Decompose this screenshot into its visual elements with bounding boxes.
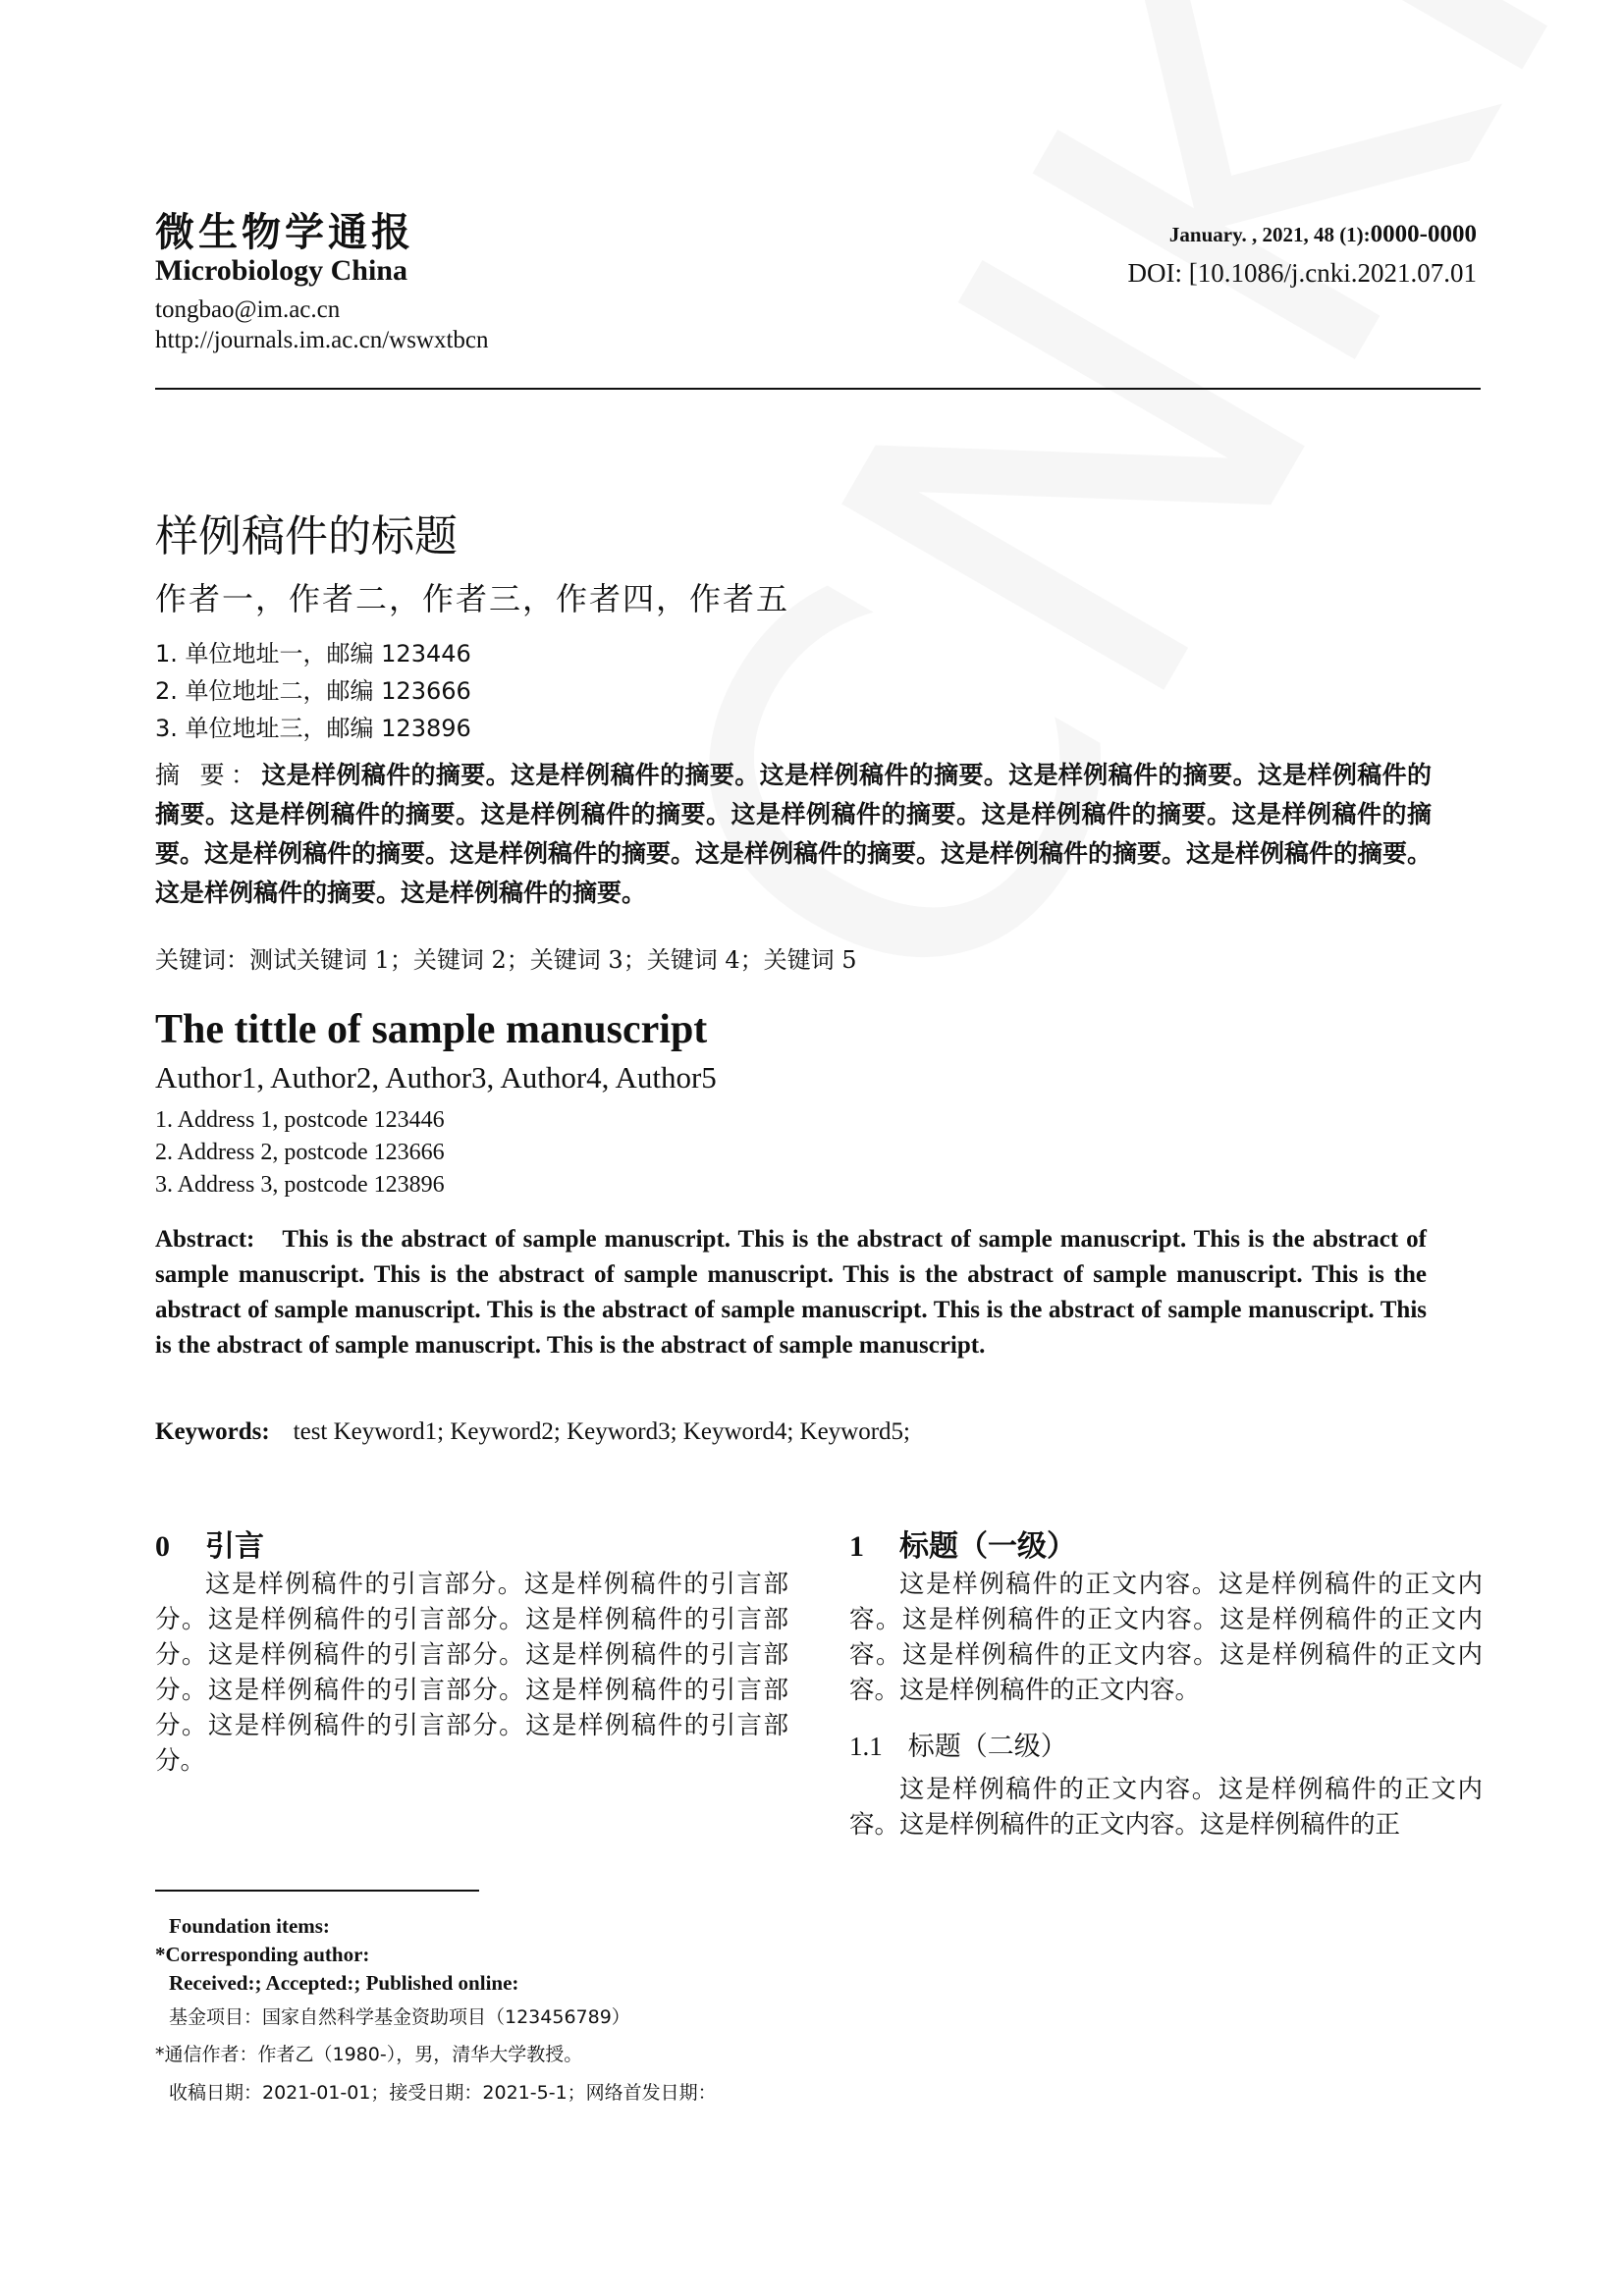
header-rule <box>155 388 1481 390</box>
keywords-cn <box>155 940 857 975</box>
subsection-number: 1.1 <box>849 1732 883 1761</box>
issue-pages: 0000-0000 <box>1370 221 1477 247</box>
section-number: 1 <box>849 1530 864 1563</box>
body-paragraph-2: 这是样例稿件的正文内容。这是样例稿件的正文内容。这是样例稿件的正文内容。这是样例稿件的正 <box>849 1775 1483 1840</box>
address-en-3: 3. Address 3, postcode 123896 <box>155 1172 445 1198</box>
keywords-en-label: Keywords: <box>155 1418 270 1445</box>
body-paragraph-1: 这是样例稿件的正文内容。这是样例稿件的正文内容。这是样例稿件的正文内容。这是样例稿件的正文内容。这是样例稿件的正文内容。这是样例稿件的正文内容。这是样例稿件的正文内容。 <box>849 1570 1483 1705</box>
address-cn-3: 3. 单位地址三，邮编 123896 <box>155 715 471 742</box>
section-title: 标题（一级） <box>899 1529 1076 1564</box>
abstract-en <box>155 1222 1427 1363</box>
journal-url[interactable]: http://journals.im.ac.cn/wswxtbcn <box>155 327 489 353</box>
section-1-heading <box>849 1522 1076 1565</box>
corresponding-cn: *通信作者：作者乙（1980-），男，清华大学教授。 <box>155 2044 583 2065</box>
abstract-en-text: This is the abstract of sample manuscript. This is the abstract of sample manuscript. This is the abstract of sample manuscript. This is the abstract of sample manuscript. This is the abstract of sample manuscript. This is the abstract of sample manuscript. This is the abstract of sample manuscript. This is the abstract of sample manuscript. This is the abstract of sample manuscript. This is the abstract of sample manuscript. <box>155 1226 1427 1359</box>
foundation-items: Foundation items: <box>169 1914 330 1938</box>
authors-cn: 作者一，作者二，作者三，作者四，作者五 <box>155 580 790 617</box>
subsection-1-1-heading <box>849 1725 1067 1763</box>
journal-name-en: Microbiology China <box>155 254 407 287</box>
address-cn-2: 2. 单位地址二，邮编 123666 <box>155 677 471 705</box>
watermark <box>550 0 1624 1102</box>
subsection-title: 标题（二级） <box>907 1732 1067 1762</box>
dates-cn: 收稿日期：2021-01-01；接受日期：2021-5-1；网络首发日期： <box>169 2082 717 2104</box>
section-title: 引言 <box>205 1529 264 1564</box>
address-en-2: 2. Address 2, postcode 123666 <box>155 1140 445 1165</box>
paper-title-en: The tittle of sample manuscript <box>155 1007 708 1052</box>
section-number: 0 <box>155 1530 170 1563</box>
address-cn-1: 1. 单位地址一，邮编 123446 <box>155 640 471 667</box>
journal-name-cn: 微生物学通报 <box>155 209 414 255</box>
abstract-cn-text: 这是样例稿件的摘要。这是样例稿件的摘要。这是样例稿件的摘要。这是样例稿件的摘要。这是样例稿件的摘要。这是样例稿件的摘要。这是样例稿件的摘要。这是样例稿件的摘要。这是样例稿件的摘要。这是样例稿件的摘要。这是样例稿件的摘要。这是样例稿件的摘要。这是样例稿件的摘要。这是样例稿件的摘要。这是样例稿件的摘要。这是样例稿件的摘要。这是样例稿件的摘要。 <box>155 761 1433 907</box>
intro-paragraph: 这是样例稿件的引言部分。这是样例稿件的引言部分。这是样例稿件的引言部分。这是样例稿件的引言部分。这是样例稿件的引言部分。这是样例稿件的引言部分。这是样例稿件的引言部分。这是样例稿件的引言部分。这是样例稿件的引言部分。这是样例稿件的引言部分。 <box>155 1570 788 1776</box>
fund-cn: 基金项目：国家自然科学基金资助项目（123456789） <box>169 2006 630 2028</box>
corresponding-author: *Corresponding author: <box>155 1943 370 1966</box>
abstract-en-label: Abstract: <box>155 1226 255 1253</box>
keywords-cn-label: 关键词： <box>155 946 249 974</box>
abstract-cn-label: 摘 要： <box>155 761 262 789</box>
paper-title-cn: 样例稿件的标题 <box>155 511 458 561</box>
doi: DOI: [10.1086/j.cnki.2021.07.01 <box>1127 258 1477 288</box>
issue-date-volume: January. , 2021, 48 (1): <box>1168 223 1371 246</box>
issue-info <box>1169 221 1477 248</box>
keywords-en-text: test Keyword1; Keyword2; Keyword3; Keyword4; Keyword5; <box>293 1418 911 1445</box>
section-0-heading <box>155 1522 264 1565</box>
journal-email[interactable]: tongbao@im.ac.cn <box>155 296 341 323</box>
abstract-cn <box>155 756 1432 913</box>
keywords-en <box>155 1418 910 1446</box>
authors-en: Author1, Author2, Author3, Author4, Author5 <box>155 1060 717 1095</box>
address-en-1: 1. Address 1, postcode 123446 <box>155 1107 445 1133</box>
footnote-rule <box>155 1890 479 1892</box>
received-dates: Received:; Accepted:; Published online: <box>169 1971 519 1995</box>
keywords-cn-text: 测试关键词 1；关键词 2；关键词 3；关键词 4；关键词 5 <box>249 946 857 974</box>
